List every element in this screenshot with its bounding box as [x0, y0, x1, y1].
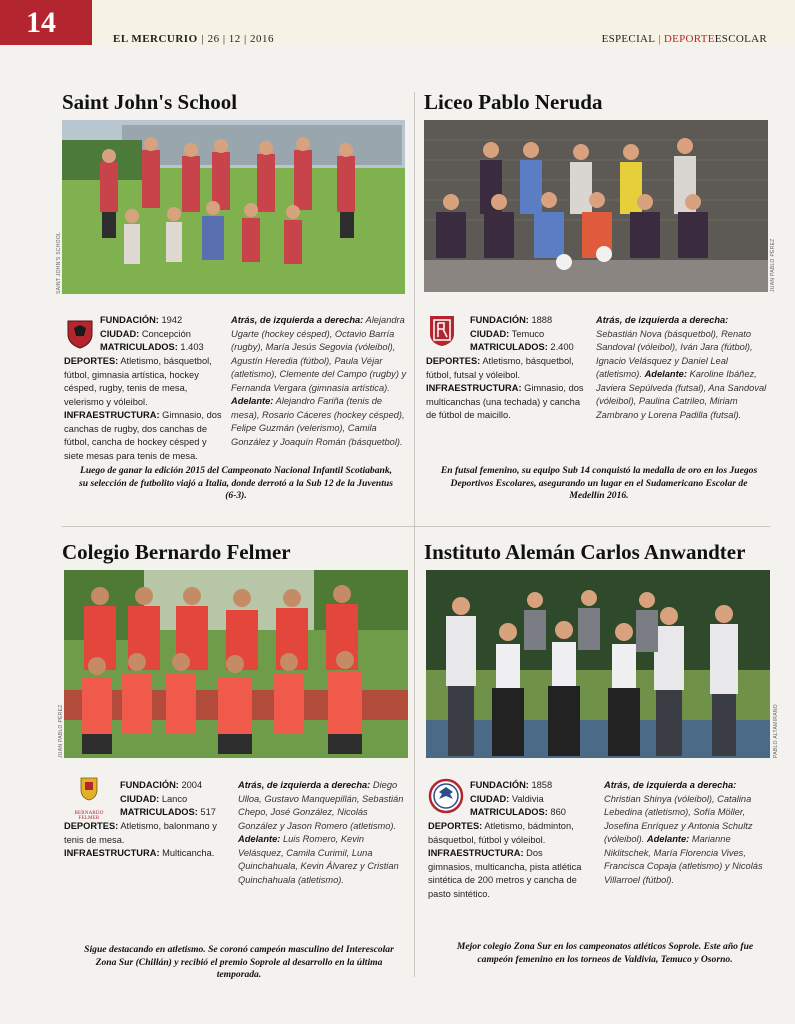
- fundacion-value: 1858: [531, 780, 553, 790]
- section-deporte: DEPORTE: [663, 33, 715, 45]
- saint-johns-logo: [64, 318, 96, 350]
- photo-credit-instituto-aleman: PABLO ALTAMIRANO: [773, 704, 779, 758]
- facts-instituto-aleman: FUNDACIÓN: 1858 CIUDAD: Valdivia MATRICULADOS: 860: [470, 780, 566, 817]
- caption-instituto-aleman: Mejor colegio Zona Sur en los campeonatos atléticos Soprole. Este año fue campeón femenino en los torneos de Valdivia, Temuco y Osorno.: [456, 941, 754, 965]
- athlete-names-bernardo-felmer: Atrás, de izquierda a derecha: Diego Ulloa, Gustavo Manquepillán, Sebastián Chepo, José González, Nicolás González y Jason Romero (atletismo). Adelante: Luis Romero, Kevin Velásquez, Camila Curimil, Luna Quinchahuala, Kevin Álvarez y Cristian Quinchahuala (atletismo).: [238, 780, 404, 885]
- infraestructura-value: Gimnasio, dos multicanchas (una techada) y cancha de fútbol de maicillo.: [426, 383, 584, 420]
- fundacion-value: 1888: [531, 315, 553, 325]
- athlete-names-saint-johns: Atrás, de izquierda a derecha: Alejandra Ugarte (hockey césped), Octavio Barría (rugby), María Jesús Segovia (vóleibol), Agustín Heredia (fútbol), Paula Véjar (atletismo), Clemente del Campo (rugby) y Fernanda Vergara (gimnasia artística). Adelante: Alejandro Fariña (tenis de mesa), Rosario Cáceres (hockey césped), Felipe Guzmán (velerismo), Camila González y Joaquín Román (básquetbol).: [231, 315, 407, 447]
- facts-saint-johns: FUNDACIÓN: 1942 CIUDAD: Concepción MATRICULADOS: 1.403: [100, 315, 204, 352]
- school-title-instituto-aleman: Instituto Alemán Carlos Anwandter: [424, 540, 746, 564]
- sports-bernardo-felmer: DEPORTES: Atletismo, balonmano y tenis de mesa. INFRAESTRUCTURA: Multicancha.: [64, 821, 217, 858]
- infraestructura-value: Multicancha.: [162, 848, 215, 858]
- masthead: [113, 33, 274, 45]
- bernardo-felmer-logo: [64, 776, 114, 821]
- facts-bernardo-felmer: FUNDACIÓN: 2004 CIUDAD: Lanco MATRICULADOS: 517: [120, 780, 216, 817]
- matriculados-value: 517: [200, 807, 216, 817]
- section-especial: ESPECIAL: [601, 33, 656, 45]
- issue-date: | 26 | 12 | 2016: [201, 33, 275, 45]
- caption-bernardo-felmer: Sigue destacando en atletismo. Se coronó campeón masculino del Interescolar Zona Sur (Chillán) y recibió el premio Soprole al desarrollo en la última temporada.: [84, 944, 394, 980]
- page-header: [0, 0, 795, 45]
- matriculados-value: 860: [550, 807, 566, 817]
- athlete-names-instituto-aleman: Atrás, de izquierda a derecha: Christian Shinya (vóleibol), Catalina Lebedina (atletismo), Sofía Möller, Josefina Enríquez y Antonia Schultz (vóleibol). Adelante: Marianne Niklitschek, María Florencia Vives, Francisca Copaja (atletismo) y Nicolás Villarroel (fútbol).: [604, 780, 763, 885]
- school-title-saint-johns: Saint John's School: [62, 90, 238, 114]
- team-photo-bernardo-felmer: [64, 570, 408, 758]
- caption-liceo-pablo-neruda: En futsal femenino, su equipo Sub 14 conquistó la medalla de oro en los Juegos Deportivos Escolares, asegurando un lugar en el Sudamericano Escolar de Medellín 2016.: [440, 465, 758, 501]
- team-photo-instituto-aleman: [426, 570, 770, 758]
- athlete-names-liceo-pablo-neruda: Atrás, de izquierda a derecha: Sebastián Nova (básquetbol), Renato Sandoval (vóleibol), Iván Jara (fútbol), Ignacio Velásquez y Daniel Leal (atletismo). Adelante: Karoline Ibáñez, Javiera Sepúlveda (futsal), Ana Sandoval (vóleibol), Paulina Catrileo, Miriam Zambrano y Lorena Padilla (futsal).: [596, 315, 767, 420]
- instituto-aleman-logo: [428, 778, 464, 814]
- horizontal-divider: [62, 526, 770, 527]
- matriculados-value: 2.400: [550, 342, 574, 352]
- section-escolar: ESCOLAR: [714, 33, 767, 45]
- fundacion-value: 2004: [181, 780, 203, 790]
- team-photo-liceo-pablo-neruda: [424, 120, 768, 292]
- section-label: [602, 33, 767, 45]
- sports-instituto-aleman: DEPORTES: Atletismo, bádminton, básquetbol, fútbol y vóleibol. INFRAESTRUCTURA: Dos gimnasios, multicancha, pista atlética sintética de 200 metros y cancha de pasto sintético.: [428, 821, 582, 899]
- photo-credit-liceo-pablo-neruda: JUAN PABLO PÉREZ: [770, 238, 776, 292]
- ciudad-value: Valdivia: [511, 793, 544, 804]
- facts-liceo-pablo-neruda: FUNDACIÓN: 1888 CIUDAD: Temuco MATRICULADOS: 2.400: [470, 315, 574, 352]
- infraestructura-value: Dos gimnasios, multicancha, pista atlética sintética de 200 metros y cancha de pasto sintético.: [428, 848, 582, 899]
- ciudad-value: Temuco: [511, 328, 545, 339]
- caption-saint-johns: Luego de ganar la edición 2015 del Campeonato Nacional Infantil Scotiabank, su selección de futbolito viajó a Italia, donde derrotó a la Sub 12 de la Juventus (6-3).: [79, 465, 393, 501]
- ciudad-value: Lanco: [161, 793, 188, 804]
- photo-credit-bernardo-felmer: JUAN PABLO PÉREZ: [58, 704, 64, 758]
- sports-saint-johns: DEPORTES: Atletismo, básquetbol, fútbol, gimnasia artística, hockey césped, rugby, tenis de mesa, velerismo y vóleibol. INFRAESTRUCTURA: Gimnasio, dos canchas de rugby, dos canchas de fútbol, cancha de hockey césped y siete mesas para tenis de mesa.: [64, 356, 222, 461]
- photo-credit-saint-johns: SAINT JOHN'S SCHOOL: [56, 231, 62, 294]
- deportes-value: Atletismo, bádminton, básquetbol, fútbol y vóleibol.: [428, 821, 574, 845]
- newspaper-name: EL MERCURIO: [113, 33, 198, 45]
- ciudad-value: Concepción: [141, 328, 191, 339]
- sports-liceo-pablo-neruda: DEPORTES: Atletismo, básquetbol, fútbol, futsal y vóleibol. INFRAESTRUCTURA: Gimnasio, dos multicanchas (una techada) y cancha de fútbol de maicillo.: [426, 356, 584, 420]
- vertical-divider: [414, 92, 415, 977]
- deportes-value: Atletismo, básquetbol, fútbol, futsal y vóleibol.: [426, 356, 574, 380]
- infraestructura-value: Gimnasio, dos canchas de rugby, dos canchas de fútbol, cancha de hockey césped y siete mesas para tenis de mesa.: [64, 410, 222, 461]
- school-title-liceo-pablo-neruda: Liceo Pablo Neruda: [424, 90, 603, 114]
- felmer-logo-text: BERNARDO FELMER: [74, 811, 104, 821]
- section-separator: |: [658, 33, 661, 45]
- matriculados-value: 1.403: [180, 342, 204, 352]
- page-number: 14: [0, 0, 92, 45]
- school-title-bernardo-felmer: Colegio Bernardo Felmer: [62, 540, 291, 564]
- deportes-value: Atletismo, balonmano y tenis de mesa.: [64, 821, 217, 845]
- deportes-value: Atletismo, básquetbol, fútbol, gimnasia artística, hockey césped, rugby, tenis de mesa, velerismo y vóleibol.: [64, 356, 212, 407]
- fundacion-value: 1942: [161, 315, 183, 325]
- liceo-pablo-neruda-logo: [428, 314, 456, 348]
- team-photo-saint-johns: [62, 120, 405, 294]
